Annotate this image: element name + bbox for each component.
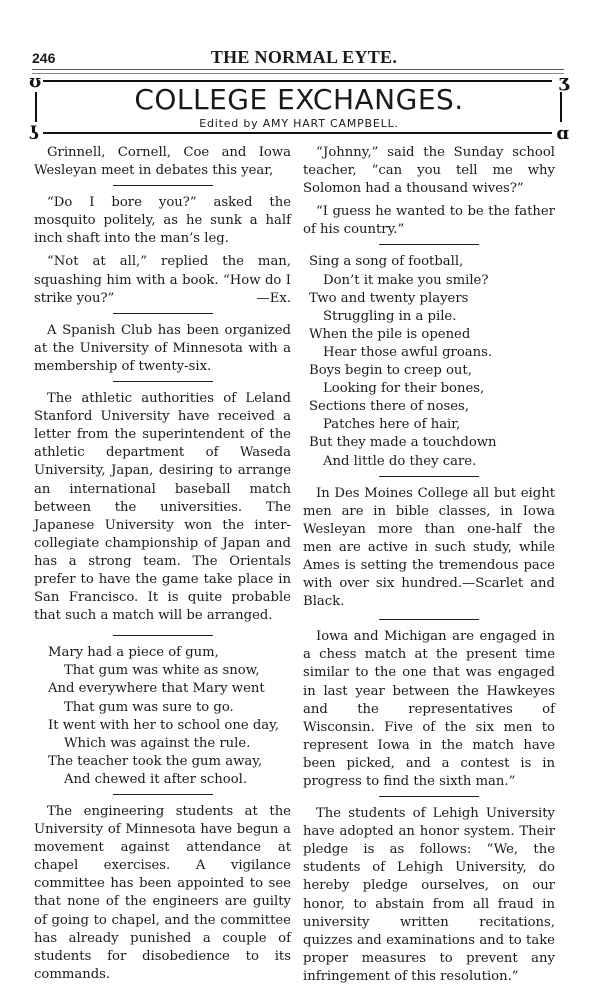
poem-gum [34,644,291,789]
section-title: COLLEGE EXCHANGES. [134,83,464,116]
scroll-ornament-icon: ʊ [29,71,42,92]
source-credit: —Ex. [256,290,291,306]
article-solomon-reply: “I guess he wanted to be the father of his country.” [303,204,555,238]
article-debates: Grinnell, Cornell, Coe and Iowa Wesleyan meet in debates this year, [34,145,291,179]
title-box-top-border [43,80,552,82]
right-column [303,144,555,991]
divider [113,635,213,636]
article-spanish-club: A Spanish Club has been organized at the University of Minnesota with a membership of twenty-six. [34,322,291,374]
poem-line: Sections there of noses, [309,399,470,415]
divider [113,313,213,314]
poem-line: When the pile is opened [309,326,471,342]
poem-line: Mary had a piece of gum, [48,645,219,661]
running-head: THE NORMAL EYTE. [210,47,398,67]
article-solomon: “Johnny,” said the Sunday school teacher, “can you tell me why Solomon had a thousand wives?” [303,145,555,197]
divider [113,794,213,795]
scroll-ornament-icon: ɑ [556,123,569,144]
article-chess-match: Iowa and Michigan are engaged in a chess match at the present time similar to the one that was engaged in last year between the Hawkeyes and the representatives of Wisconsin. Five of the six men to represent Iowa in the match have been picked, and a contest is in progress to find the sixth man.” [303,629,555,789]
poem-line: Boys begin to creep out, [309,363,472,379]
editor-credit: Edited by AMY HART CAMPBELL. [199,117,399,130]
scroll-ornament-icon: ʖ [29,123,39,144]
poem-line: That gum was sure to go. [64,699,234,715]
article-lehigh-honor: The students of Lehigh University have adopted an honor system. Their pledge is as follows: “We, the students of Lehigh University, do hereby pledge ourselves, on our honor, to abstain from all fraud in university written recitations, quizzes and examinations and to take proper measures to prevent any infringement of this resolution.” [303,806,555,984]
divider [379,796,479,797]
article-mosquito: “Do I bore you?” asked the mosquito politely, as he sunk a half inch shaft into the man’s leg. [34,195,291,247]
poem-football [303,253,555,470]
poem-line: Looking for their bones, [323,381,485,397]
poem-line: And little do they care. [323,453,477,469]
divider [379,619,479,620]
poem-line: And chewed it after school. [64,771,248,787]
divider [113,185,213,186]
poem-line: The teacher took the gum away, [48,753,263,769]
poem-line: But they made a touchdown [309,435,497,451]
scroll-ornament-icon: ʒ [558,71,569,92]
article-stanford-waseda: The athletic authorities of Leland Stanford University have received a letter from the superintendent of the athletic department of Waseda University, Japan, desiring to arrange an international baseball match between the universities. The Japanese University won the inter-collegiate championship of Japan and has a strong team. The Orientals prefer to have the game take place in San Francisco. It is quite probable that such a match will be arranged. [34,391,291,624]
left-column [34,144,291,989]
divider [379,244,479,245]
poem-line: Hear those awful groans. [323,344,493,360]
poem-line: And everywhere that Mary went [48,681,265,697]
article-engineering-chapel: The engineering students at the University of Minnesota have begun a movement against attendance at chapel exercises. A vigilance committee has been appointed to see that none of the engineers are guilty of going to chapel, and the committee has already punished a couple of students for disobedience to its commands. [34,804,291,982]
title-box [29,71,569,144]
poem-line: Struggling in a pile. [323,308,457,324]
header-rule [32,69,564,74]
article-mosquito-reply [34,253,291,307]
title-box-bottom-border [43,132,552,134]
poem-line: Patches here of hair, [323,417,461,433]
poem-line: Which was against the rule. [64,735,251,751]
poem-line: It went with her to school one day, [48,717,280,733]
poem-line: Two and twenty players [309,290,469,306]
poem-line: Don’t it make you smile? [323,272,489,288]
poem-line: That gum was white as snow, [64,663,260,679]
page-number: 246 [32,50,56,66]
divider [113,381,213,382]
article-bible-classes: In Des Moines College all but eight men are in bible classes, in Iowa Wesleyan more than one-half the men are active in such study, while Ames is setting the tremendous pace with over six hundred.—Scarlet and Black. [303,485,555,610]
article-text: “Not at all,” replied the man, squashing him with a book. “How do I strike you?” [34,254,291,306]
divider [379,476,479,477]
poem-line: Sing a song of football, [309,254,464,270]
